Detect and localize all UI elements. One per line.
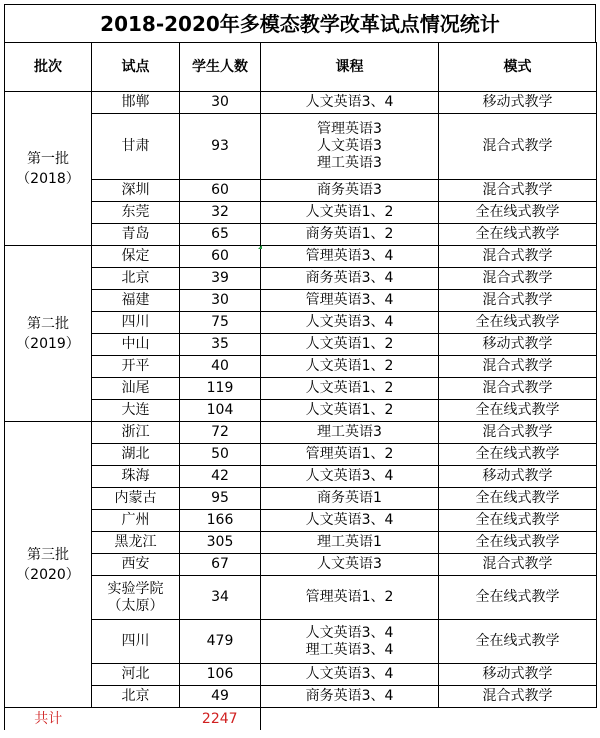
mode-cell: 混合式教学	[439, 554, 597, 576]
course-line: 人文英语3、4	[305, 314, 394, 330]
course-line: 人文英语1、2	[305, 204, 394, 220]
site-cell: 河北	[92, 664, 180, 686]
site-cell	[92, 576, 180, 620]
students-cell: 30	[180, 92, 261, 114]
course-line: 人文英语3、4	[305, 666, 394, 682]
course-cell	[261, 466, 439, 488]
students-cell: 34	[180, 576, 261, 620]
students-cell: 119	[180, 378, 261, 400]
course-cell	[261, 92, 439, 114]
batch-year: （2018）	[16, 170, 80, 187]
site-cell: 大连	[92, 400, 180, 422]
site-cell: 深圳	[92, 180, 180, 202]
batch-label: 第二批	[27, 315, 69, 332]
course-line: 商务英语3、4	[305, 270, 394, 286]
course-line: 人文英语1、2	[305, 380, 394, 396]
mode-cell: 移动式教学	[439, 664, 597, 686]
students-cell: 67	[180, 554, 261, 576]
mode-cell: 全在线式教学	[439, 510, 597, 532]
header-students: 学生人数	[180, 43, 261, 92]
site-cell: 珠海	[92, 466, 180, 488]
site-cell: 四川	[92, 312, 180, 334]
course-line: 人文英语3、4	[305, 512, 394, 528]
batch-label: 第三批	[27, 546, 69, 563]
mode-cell: 混合式教学	[439, 246, 597, 268]
table-row	[5, 510, 597, 532]
site-cell: 保定	[92, 246, 180, 268]
site-cell: 广州	[92, 510, 180, 532]
table-row	[5, 620, 597, 664]
site-cell: 甘肃	[92, 114, 180, 180]
site-cell: 邯郸	[92, 92, 180, 114]
table-row	[5, 202, 597, 224]
students-cell: 104	[180, 400, 261, 422]
mode-cell: 全在线式教学	[439, 532, 597, 554]
table-title: 2018-2020年多模态教学改革试点情况统计	[4, 4, 596, 42]
students-cell: 49	[180, 686, 261, 708]
students-cell: 32	[180, 202, 261, 224]
table-row	[5, 444, 597, 466]
table-row	[5, 114, 597, 180]
course-cell	[261, 114, 439, 180]
students-cell: 75	[180, 312, 261, 334]
course-line: 人文英语1、2	[305, 358, 394, 374]
mode-cell: 移动式教学	[439, 92, 597, 114]
table-row	[5, 356, 597, 378]
table-row	[5, 268, 597, 290]
course-cell	[261, 620, 439, 664]
site-cell: 四川	[92, 620, 180, 664]
mode-cell: 混合式教学	[439, 422, 597, 444]
mode-cell: 混合式教学	[439, 378, 597, 400]
mode-cell: 混合式教学	[439, 290, 597, 312]
batch-label: 第一批	[27, 150, 69, 167]
mode-cell: 混合式教学	[439, 268, 597, 290]
mode-cell: 混合式教学	[439, 686, 597, 708]
table-row	[5, 224, 597, 246]
course-cell	[261, 290, 439, 312]
course-line: 管理英语1、2	[305, 589, 394, 605]
students-cell: 305	[180, 532, 261, 554]
students-cell: 40	[180, 356, 261, 378]
table-row	[5, 378, 597, 400]
course-cell	[261, 576, 439, 620]
table-body	[5, 92, 597, 708]
table-row	[5, 664, 597, 686]
mode-cell: 全在线式教学	[439, 444, 597, 466]
course-line: 理工英语3	[317, 424, 382, 440]
course-line: 人文英语1、2	[305, 336, 394, 352]
mode-cell: 移动式教学	[439, 466, 597, 488]
table-row	[5, 246, 597, 268]
course-cell	[261, 356, 439, 378]
course-cell	[261, 664, 439, 686]
course-cell	[261, 378, 439, 400]
course-cell	[261, 422, 439, 444]
site-cell: 浙江	[92, 422, 180, 444]
students-cell: 60	[180, 246, 261, 268]
course-cell	[261, 510, 439, 532]
table-row	[5, 576, 597, 620]
site-cell: 北京	[92, 268, 180, 290]
header-mode: 模式	[439, 43, 597, 92]
batch-cell	[5, 246, 92, 422]
batch-cell	[5, 92, 92, 246]
table-row	[5, 290, 597, 312]
mode-cell: 混合式教学	[439, 356, 597, 378]
header-site: 试点	[92, 43, 180, 92]
table-row	[5, 180, 597, 202]
site-cell: 黑龙江	[92, 532, 180, 554]
course-cell	[261, 400, 439, 422]
students-cell: 65	[180, 224, 261, 246]
total-spacer	[92, 708, 180, 731]
course-line: 商务英语3	[317, 182, 382, 198]
course-line: 人文英语3、4	[305, 468, 394, 484]
mode-cell: 混合式教学	[439, 114, 597, 180]
total-label: 共计	[5, 708, 92, 731]
course-cell	[261, 488, 439, 510]
course-cell	[261, 268, 439, 290]
site-cell: 内蒙古	[92, 488, 180, 510]
course-cell	[261, 334, 439, 356]
mode-cell: 全在线式教学	[439, 224, 597, 246]
table-row	[5, 334, 597, 356]
course-line: 人文英语3、4	[305, 94, 394, 110]
course-line: 人文英语3	[317, 138, 382, 154]
course-line: 理工英语3、4	[305, 641, 394, 658]
course-cell	[261, 202, 439, 224]
course-cell	[261, 532, 439, 554]
students-cell: 30	[180, 290, 261, 312]
mode-cell: 全在线式教学	[439, 312, 597, 334]
course-line: 管理英语3、4	[305, 248, 394, 264]
course-line: 人文英语1、2	[305, 402, 394, 418]
course-cell	[261, 246, 439, 268]
pilot-table	[4, 42, 597, 730]
header-course: 课程	[261, 43, 439, 92]
course-cell	[261, 686, 439, 708]
course-line: 商务英语1	[317, 490, 382, 506]
site-cell: 开平	[92, 356, 180, 378]
course-line: 商务英语1、2	[305, 226, 394, 242]
students-cell: 93	[180, 114, 261, 180]
site-cell: 汕尾	[92, 378, 180, 400]
mode-cell: 全在线式教学	[439, 620, 597, 664]
batch-year: （2020）	[16, 566, 80, 583]
batch-year: （2019）	[16, 335, 80, 352]
total-empty-mode	[439, 708, 597, 731]
students-cell: 95	[180, 488, 261, 510]
table-row	[5, 92, 597, 114]
students-cell: 479	[180, 620, 261, 664]
students-cell: 42	[180, 466, 261, 488]
header-batch: 批次	[5, 43, 92, 92]
site-cell: 福建	[92, 290, 180, 312]
students-cell: 50	[180, 444, 261, 466]
header-row	[5, 43, 597, 92]
mode-cell: 全在线式教学	[439, 576, 597, 620]
batch-cell	[5, 422, 92, 708]
course-cell	[261, 554, 439, 576]
table-row	[5, 532, 597, 554]
mode-cell: 混合式教学	[439, 180, 597, 202]
course-line: 人文英语3	[317, 556, 382, 572]
table-row	[5, 422, 597, 444]
site-cell: 中山	[92, 334, 180, 356]
table-row	[5, 686, 597, 708]
table-row	[5, 554, 597, 576]
students-cell: 166	[180, 510, 261, 532]
course-line: 商务英语3、4	[305, 688, 394, 704]
site-cell: 湖北	[92, 444, 180, 466]
students-cell: 72	[180, 422, 261, 444]
course-line: 管理英语1、2	[305, 446, 394, 462]
mode-cell: 全在线式教学	[439, 488, 597, 510]
table-row	[5, 488, 597, 510]
site-cell: 东莞	[92, 202, 180, 224]
spreadsheet	[4, 4, 596, 730]
site-cell: 北京	[92, 686, 180, 708]
course-line: 理工英语3	[317, 155, 382, 171]
site-cell: 青岛	[92, 224, 180, 246]
table-row	[5, 400, 597, 422]
mode-cell: 移动式教学	[439, 334, 597, 356]
course-line: 管理英语3、4	[305, 292, 394, 308]
table-row	[5, 312, 597, 334]
site-line: 实验学院	[107, 580, 164, 597]
cell-comment-marker	[258, 245, 262, 249]
students-cell: 106	[180, 664, 261, 686]
students-cell: 60	[180, 180, 261, 202]
total-empty-course	[261, 708, 439, 731]
students-cell: 35	[180, 334, 261, 356]
total-value: 2247	[180, 708, 261, 731]
students-cell: 39	[180, 268, 261, 290]
course-line: 理工英语1	[317, 534, 382, 550]
course-line: 人文英语3、4	[305, 624, 394, 641]
mode-cell: 全在线式教学	[439, 202, 597, 224]
course-cell	[261, 180, 439, 202]
total-row	[5, 708, 597, 731]
table-row	[5, 466, 597, 488]
site-cell: 西安	[92, 554, 180, 576]
site-line: （太原）	[107, 597, 164, 614]
course-cell	[261, 224, 439, 246]
mode-cell: 全在线式教学	[439, 400, 597, 422]
course-line: 管理英语3	[317, 121, 382, 137]
course-cell	[261, 444, 439, 466]
course-cell	[261, 312, 439, 334]
